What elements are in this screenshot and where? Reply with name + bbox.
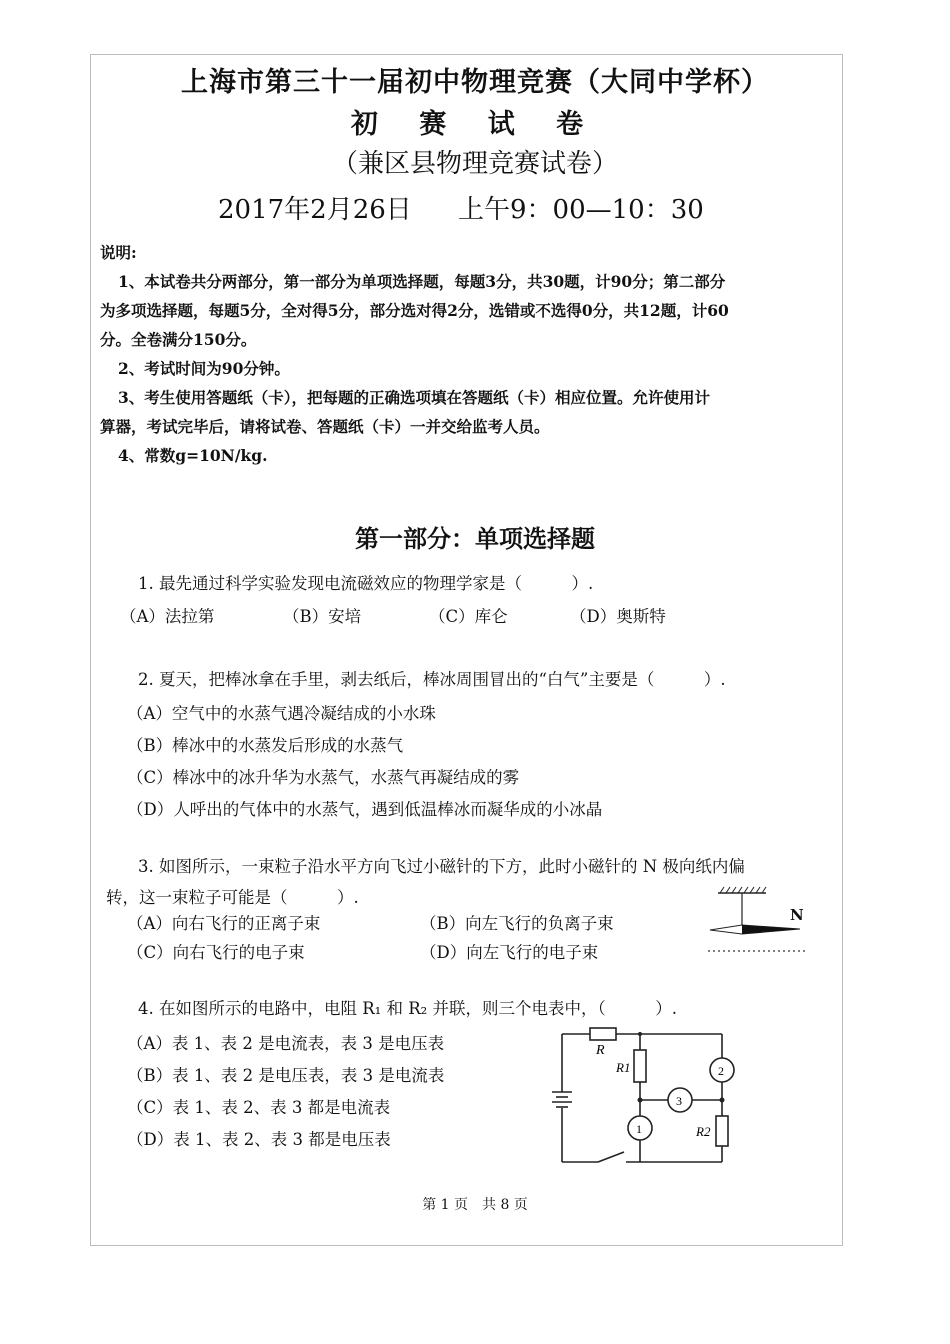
instruction-1-line-3: 分。全卷满分150分。	[100, 330, 257, 349]
resistor-r2	[716, 1116, 728, 1146]
question-4-option-b: （B）表 1、表 2 是电压表，表 3 是电流表	[127, 1066, 445, 1085]
circuit-diagram	[540, 1020, 750, 1170]
question-3-stem-line-2: 转，这一束粒子可能是（ ）.	[106, 888, 359, 907]
resistor-r1	[634, 1050, 646, 1082]
question-1-stem: 1. 最先通过科学实验发现电流磁效应的物理学家是（ ）.	[138, 574, 594, 593]
label-meter-3: 3	[676, 1094, 682, 1108]
instruction-3-line-1: 3、考生使用答题纸（卡），把每题的正确选项填在答题纸（卡）相应位置。允许使用计	[118, 388, 711, 407]
section-title: 第一部分：单项选择题	[355, 525, 595, 553]
instruction-3-line-2: 算器，考试完毕后，请将试卷、答题纸（卡）一并交给监考人员。	[100, 417, 550, 436]
question-4-option-c: （C）表 1、表 2、表 3 都是电流表	[127, 1098, 391, 1117]
question-3-option-d: （D）向左飞行的电子束	[420, 943, 599, 962]
instruction-2: 2、考试时间为90分钟。	[118, 359, 290, 378]
instruction-1-line-1: 1、本试卷共分两部分，第一部分为单项选择题，每题3分，共30题，计90分；第二部分	[118, 272, 726, 291]
question-2-stem: 2. 夏天，把棒冰拿在手里，剥去纸后，棒冰周围冒出的“白气”主要是（ ）.	[138, 670, 726, 689]
exam-subtitle-note: （兼区县物理竞赛试卷）	[331, 149, 618, 179]
question-1-option-d: （D）奥斯特	[570, 607, 666, 626]
instruction-4: 4、常数g=10N/kg.	[118, 446, 268, 465]
question-3-option-b: （B）向左飞行的负离子束	[420, 914, 614, 933]
question-1-option-c: （C）库仑	[429, 607, 508, 626]
question-4-stem: 4. 在如图所示的电路中，电阻 R₁ 和 R₂ 并联，则三个电表中，（ ）.	[138, 999, 678, 1018]
question-2-option-a: （A）空气中的水蒸气遇冷凝结成的小水珠	[127, 704, 436, 723]
exam-time: 上午9：00—10：30	[458, 195, 704, 225]
label-r1: R1	[616, 1060, 631, 1075]
resistor-r	[590, 1028, 616, 1040]
question-1-option-a: （A）法拉第	[120, 607, 215, 626]
question-2-option-c: （C）棒冰中的冰升华为水蒸气，水蒸气再凝结成的雾	[127, 768, 520, 787]
question-2-option-d: （D）人呼出的气体中的水蒸气，遇到低温棒冰而凝华成的小冰晶	[127, 800, 603, 819]
label-meter-1: 1	[636, 1122, 642, 1136]
instructions-heading: 说明:	[100, 243, 137, 262]
question-4-option-a: （A）表 1、表 2 是电流表，表 3 是电压表	[127, 1034, 445, 1053]
question-3-stem-line-1: 3. 如图所示，一束粒子沿水平方向飞过小磁针的下方，此时小磁针的 N 极向纸内偏	[138, 857, 745, 876]
question-4-option-d: （D）表 1、表 2、表 3 都是电压表	[127, 1130, 391, 1149]
question-2-option-b: （B）棒冰中的水蒸发后形成的水蒸气	[127, 736, 404, 755]
exam-title: 上海市第三十一届初中物理竞赛（大同中学杯）	[181, 67, 769, 98]
exam-date: 2017年2月26日	[218, 195, 412, 225]
question-3-option-a: （A）向右飞行的正离子束	[127, 914, 321, 933]
figure-n-pole-label: N	[790, 906, 804, 924]
instructions	[100, 238, 830, 470]
label-meter-2: 2	[718, 1064, 724, 1078]
question-3-option-c: （C）向右飞行的电子束	[127, 943, 305, 962]
instruction-1-line-2: 为多项选择题，每题5分，全对得5分，部分选对得2分，选错或不选得0分，共12题，计60	[100, 301, 729, 320]
label-r2: R2	[696, 1124, 711, 1139]
question-1-option-b: （B）安培	[283, 607, 362, 626]
page-footer: 第 1 页 共 8 页	[422, 1197, 528, 1213]
label-r: R	[596, 1043, 605, 1058]
exam-subtitle: 初 赛 试 卷	[350, 109, 600, 140]
